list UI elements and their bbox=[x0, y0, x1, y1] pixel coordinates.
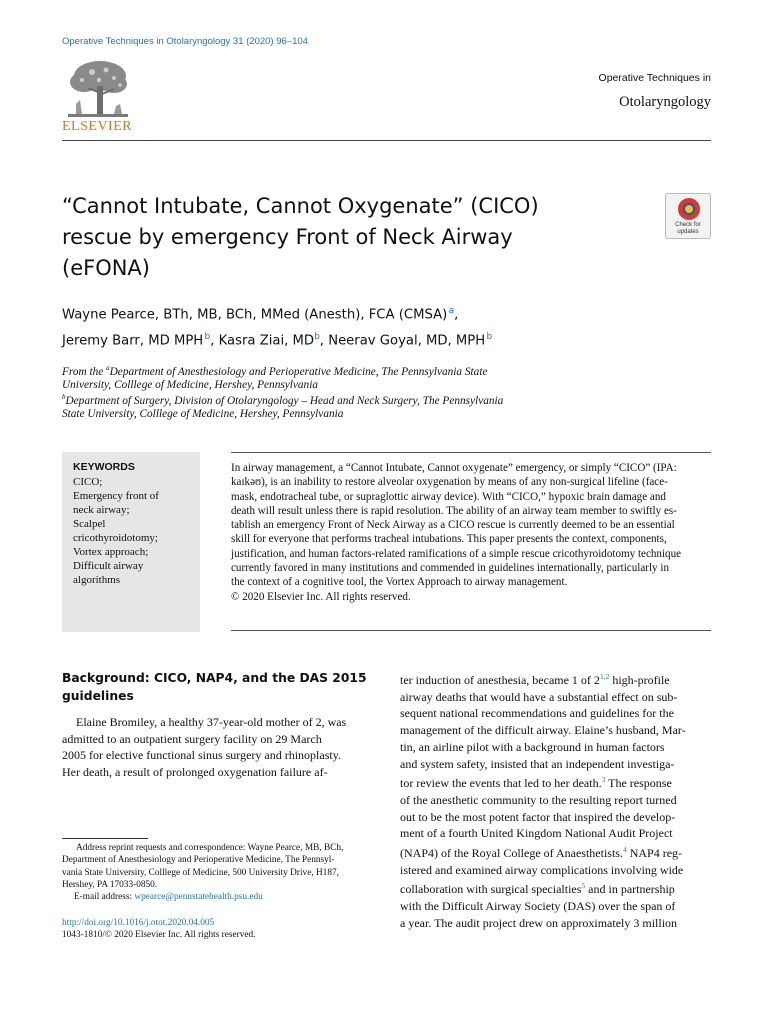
abstract-line: In airway management, a “Cannot Intubate, Cannot oxygenate” emergency, or simply “CICO” (IPA: bbox=[231, 462, 677, 474]
citation-link[interactable]: 1,2 bbox=[599, 672, 610, 681]
body-line: of the anesthetic community to the resulting report turned bbox=[400, 792, 677, 807]
abstract-bottom-rule bbox=[231, 630, 711, 631]
keyword-line: neck airway; bbox=[73, 504, 130, 516]
body-line: Her death, a result of prolonged oxygenation failure af- bbox=[62, 765, 328, 780]
crossmark-inner-icon bbox=[683, 203, 695, 215]
abstract bbox=[231, 461, 711, 604]
affiliation-a: From the $^a$Department of Anesthesiology and Perioperative Medicine, The Pennsylvania State University, Colllege of Medicine, Hershey, Pennsylvania bbox=[62, 364, 488, 392]
author-name[interactable]: Jeremy Barr, MD MPH bbox=[62, 333, 204, 349]
footnote-rule bbox=[62, 838, 148, 839]
check-updates-label: Check for updates bbox=[675, 222, 701, 235]
abstract-line: kaɪkəʊ), is an inability to restore alveolar oxygenation by means of any non-surgical lifeline (face- bbox=[231, 476, 668, 489]
title-line: “Cannot Intubate, Cannot Oxygenate” (CICO) bbox=[62, 194, 539, 218]
title-line: rescue by emergency Front of Neck Airway bbox=[62, 225, 513, 249]
citation-link[interactable]: 5 bbox=[581, 881, 586, 891]
body-line: management of the difficult airway. Elaine’s husband, Mar- bbox=[400, 723, 686, 738]
header-divider bbox=[62, 140, 711, 141]
journal-name-bottom: Otolaryngology bbox=[619, 94, 711, 110]
citation-link[interactable]: 3 bbox=[601, 775, 606, 785]
keyword-line: Difficult airway bbox=[73, 560, 144, 572]
body-line: 2005 for elective functional sinus surgery and rhinoplasty. bbox=[62, 748, 341, 763]
copyright-line: 1043-1810/© 2020 Elsevier Inc. All rights reserved. bbox=[62, 930, 256, 940]
correspondence-footnote bbox=[62, 842, 374, 903]
email-link[interactable]: wpearce@pennstatehealth.psu.edu bbox=[134, 892, 263, 903]
abstract-line: mask, endotracheal tube, or supraglottic airway device). With “CICO,” hypoxic brain damage and bbox=[231, 490, 666, 503]
citation-link[interactable]: 4 bbox=[622, 845, 627, 855]
journal-reference[interactable]: Operative Techniques in Otolaryngology 31 (2020) 96–104 bbox=[62, 36, 308, 47]
abstract-line: the context of a cognitive tool, the Vortex Approach to airway management. bbox=[231, 576, 568, 589]
affiliation-marker[interactable]: b bbox=[204, 332, 211, 343]
body-left-column bbox=[62, 714, 372, 781]
author-name[interactable]: Wayne Pearce, BTh, MB, BCh, MMed (Anesth), FCA (CMSA) bbox=[62, 307, 448, 323]
elsevier-wordmark: ELSEVIER bbox=[62, 119, 133, 134]
affiliation-marker[interactable]: b bbox=[314, 332, 320, 343]
keywords-box bbox=[62, 452, 200, 632]
abstract-top-rule bbox=[231, 452, 711, 453]
abstract-line: justification, and human factors-related ramifications of a simple rescue cricothyroidotomy technique bbox=[231, 547, 682, 560]
abstract-line: death will result unless there is rapid resolution. The ability of an airway team member to swiftly es- bbox=[231, 504, 677, 517]
footnote-line: vania State University, Colllege of Medicine, 500 University Drive, H187, bbox=[62, 867, 339, 878]
body-line: airway deaths that would have a substantial effect on sub- bbox=[400, 689, 678, 704]
section-heading: Background: CICO, NAP4, and the DAS 2015 guidelines bbox=[62, 671, 367, 703]
keywords-heading: KEYWORDS bbox=[73, 461, 135, 473]
body-line: sequent national recommendations and guidelines for the bbox=[400, 706, 674, 721]
body-right-column bbox=[400, 669, 711, 932]
body-line: admitted to an outpatient surgery facility on 29 March bbox=[62, 731, 322, 746]
body-line: tin, an airline pilot with a background in human factors bbox=[400, 739, 665, 754]
keyword-line: Scalpel bbox=[73, 518, 106, 530]
affiliation-b: $^b$Department of Surgery, Division of Otolaryngology – Head and Neck Surgery, The Pennsylvania State University, Colllege of Medicine, Hershey, Pennsylvania bbox=[62, 393, 504, 421]
affiliation-marker[interactable]: b bbox=[486, 332, 493, 343]
body-line: Elaine Bromiley, a healthy 37-year-old mother of 2, was bbox=[76, 715, 347, 729]
abstract-copyright: © 2020 Elsevier Inc. All rights reserved. bbox=[231, 590, 411, 603]
body-line: collaboration with surgical specialties$^5$ and in partnership bbox=[400, 881, 675, 897]
keyword-line: Emergency front of bbox=[73, 490, 159, 502]
body-line: with the Difficult Airway Society (DAS) over the span of bbox=[400, 899, 676, 914]
check-for-updates-badge[interactable] bbox=[665, 193, 711, 239]
body-line: a year. The audit project drew on approximately 3 million bbox=[400, 915, 678, 930]
body-line: out to be the most potent factor that inspired the develop- bbox=[400, 809, 676, 824]
body-line: ter induction of anesthesia, became 1 of 2$^{1,2}$ high-profile bbox=[400, 672, 670, 687]
keyword-line: CICO; bbox=[73, 476, 103, 488]
body-line: (NAP4) of the Royal College of Anaesthetists.$^4$ NAP4 reg- bbox=[400, 845, 683, 861]
keyword-line: Vortex approach; bbox=[73, 546, 149, 558]
author-name[interactable]: Neerav Goyal, MD, MPH bbox=[328, 333, 486, 349]
body-line: ment of a fourth United Kingdom National Audit Project bbox=[400, 826, 673, 841]
body-line: istered and examined airway complications involving wide bbox=[400, 862, 684, 877]
abstract-line: skill for everyone that performs tracheal intubations. This paper presents the context, components, bbox=[231, 533, 667, 546]
keyword-line: cricothyroidotomy; bbox=[73, 532, 158, 544]
footnote-line: Hershey, PA 17033-0850. bbox=[62, 879, 158, 890]
keyword-line: algorithms bbox=[73, 574, 121, 586]
affiliation-marker[interactable]: a bbox=[448, 306, 455, 316]
footnote-line: Address reprint requests and correspondence: Wayne Pearce, MB, BCh, bbox=[76, 843, 344, 853]
body-line: tor review the events that led to her death.$^3$ The response bbox=[400, 775, 672, 791]
abstract-line: tablish an emergency Front of Neck Airway as a CICO rescue is currently deemed to be an essential bbox=[231, 519, 675, 532]
doi-link[interactable]: http://doi.org/10.1016/j.otot.2020.04.005 bbox=[62, 918, 215, 928]
author-list: Wayne Pearce, BTh, MB, BCh, MMed (Anesth), FCA (CMSA) $^a$, Jeremy Barr, MD MPH $^b$, Kasra Ziai, $MD^b$, Neerav Goyal, MD, MPH $^b$ bbox=[62, 306, 493, 349]
email-line: E-mail address: wpearce@pennstatehealth.psu.edu bbox=[74, 892, 263, 903]
body-line: and system safety, insisted that an independent investiga- bbox=[400, 756, 675, 771]
footnote-line: Department of Anesthesiology and Perioperative Medicine, The Pennsyl- bbox=[62, 855, 335, 866]
article-title bbox=[62, 191, 622, 284]
author-name[interactable]: Kasra Ziai, MD bbox=[218, 333, 315, 349]
title-line: (eFONA) bbox=[62, 256, 150, 280]
abstract-line: currently favored in many institutions and commended in guidelines internationally, particularly in bbox=[231, 562, 669, 575]
journal-name-top: Operative Techniques in bbox=[598, 72, 711, 84]
